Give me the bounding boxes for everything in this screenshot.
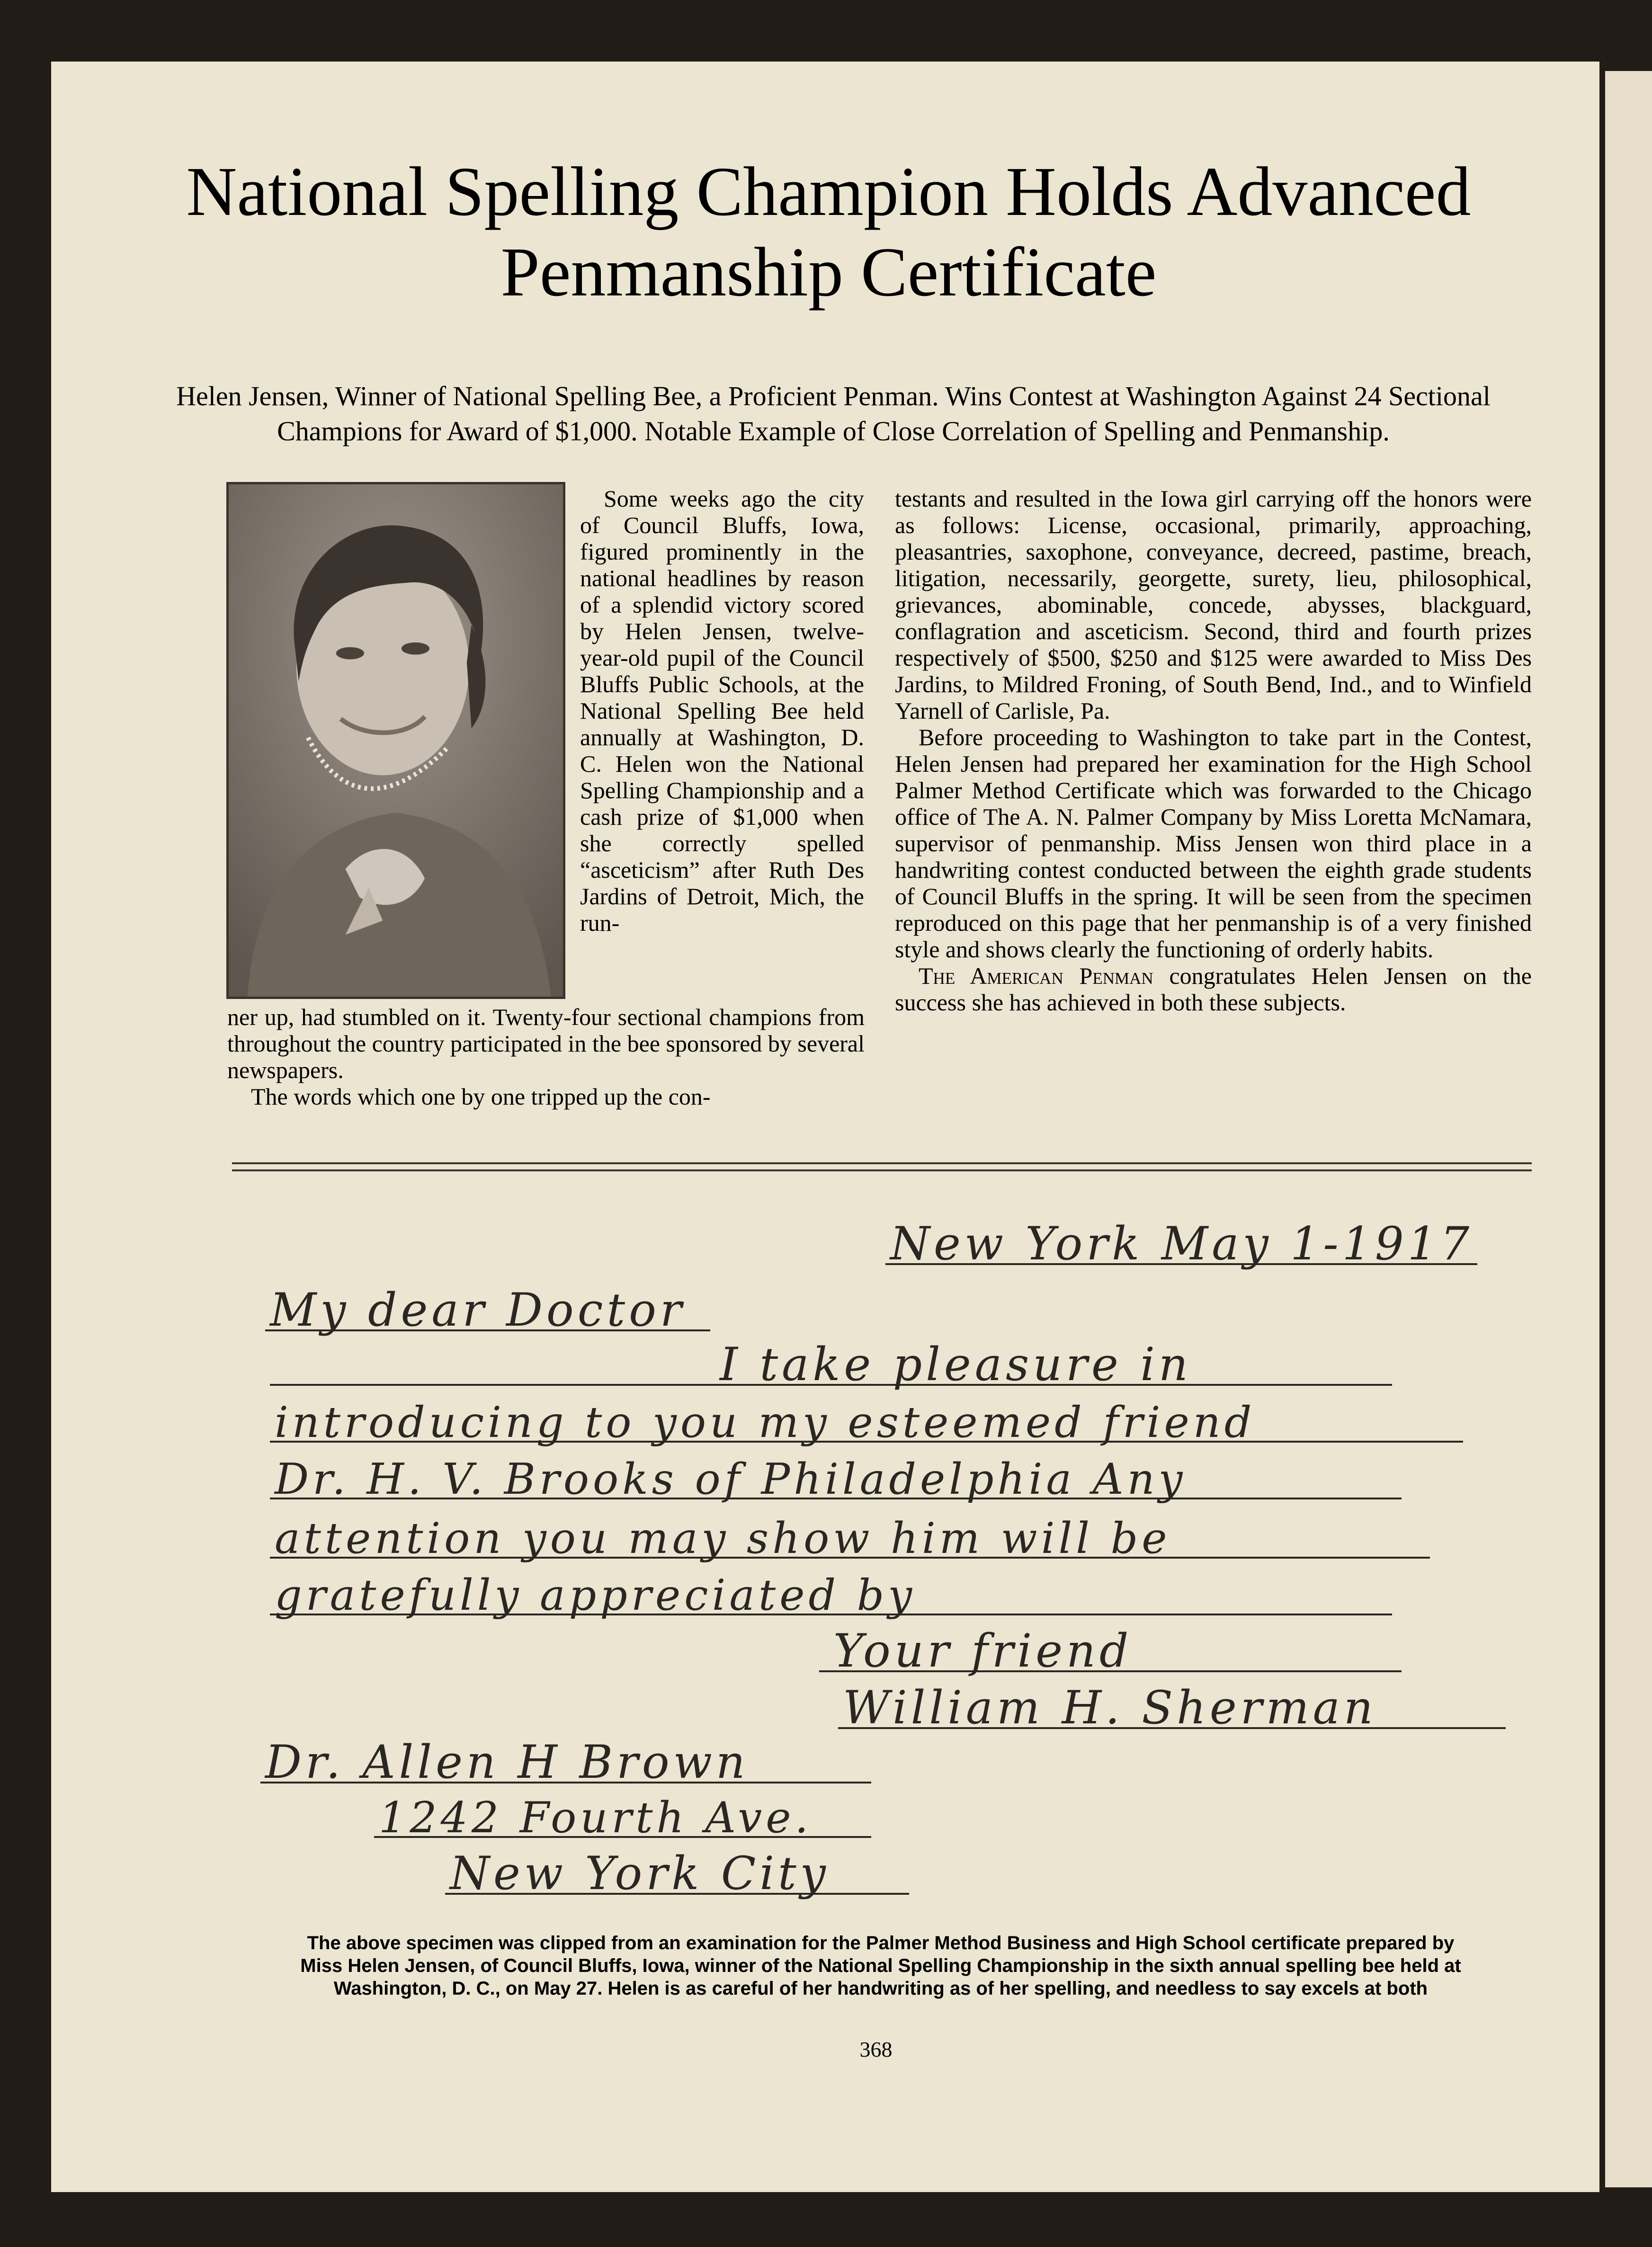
- portrait-photo: [226, 482, 565, 999]
- specimen-line-city: New York City: [450, 1847, 830, 1900]
- article-paragraph-1-continued: ner up, had stumbled on it. Twenty-four sectional champions from throughout the country participated in the bee sponsored by several newspapers.: [227, 1004, 865, 1083]
- facing-page-edge: [1605, 71, 1652, 2187]
- specimen-line-6: attention you may show him will be: [275, 1514, 1171, 1563]
- handwriting-specimen: [246, 1184, 1553, 1917]
- specimen-line-date: New York May 1-1917: [890, 1217, 1473, 1270]
- specimen-line-street: 1242 Fourth Ave.: [379, 1793, 813, 1843]
- specimen-line-signature: William H. Sherman: [843, 1681, 1377, 1734]
- specimen-line-3: I take pleasure in: [720, 1338, 1192, 1391]
- specimen-line-5: Dr. H. V. Brooks of Philadelphia Any: [275, 1454, 1187, 1504]
- divider-rule-bottom: [232, 1169, 1532, 1171]
- article-paragraph-1: Some weeks ago the city of Council Bluffs, Iowa, figured prominently in the national headlines by reason of a splendid victory scored by Helen Jensen, twelve-year-old pupil of the Council Bluffs Public Schools, at the National Spelling Bee held annually at Washington, D. C. Helen won the National Spelling Championship and a cash prize of $1,000 when she correctly spelled “asceticism” after Ruth Des Jardins of Detroit, Mich, the run-: [580, 485, 864, 936]
- article-paragraph-3: Before proceeding to Washington to take part in the Contest, Helen Jensen had prepared her examination for the High School Palmer Method Certificate which was forwarded to the Chicago office of The A. N. Palmer Company by Miss Loretta McNamara, supervisor of penmanship. Miss Jensen won third place in a handwriting contest conducted between the eighth grade students of Council Bluffs in the spring. It will be seen from the specimen reproduced on this page that her penmanship is of a very finished style and shows clearly the functioning of orderly habits.: [895, 724, 1532, 963]
- specimen-line-addressee: Dr. Allen H Brown: [265, 1736, 749, 1789]
- magazine-name: The American Penman: [919, 963, 1153, 989]
- specimen-line-salutation: My dear Doctor: [270, 1284, 686, 1337]
- article-paragraph-2-continued: testants and resulted in the Iowa girl carrying off the honors were as follows: License, occasional, primarily, approaching, pleasantries, saxophone, conveyance, decreed, pastime, breach, litigation, necessarily, georgette, surety, lieu, philosophical, grievances, abominable, concede, abysses, blackguard, conflagration and asceticism. Second, third and fourth prizes respectively of $500, $250 and $125 were awarded to Miss Des Jardins, to Mildred Froning, of South Bend, Ind., and to Winfield Yarnell of Carlisle, Pa.: [895, 485, 1532, 724]
- article-paragraph-4: [895, 963, 1532, 1016]
- page-number: 368: [859, 2037, 893, 2061]
- title-line-1: National Spelling Champion Holds Advanced: [186, 153, 1471, 231]
- portrait-illustration: [229, 484, 563, 997]
- title-line-2: Penmanship Certificate: [500, 233, 1157, 311]
- article-title: [95, 152, 1563, 312]
- article-column-middle: [580, 485, 864, 936]
- article-column-left-bottom: [227, 1004, 865, 1110]
- specimen-caption: The above specimen was clipped from an examination for the Palmer Method Business and High School certificate prepared by Miss Helen Jensen, of Council Bluffs, Iowa, winner of the National Spelling Championship in the sixth annual spelling bee held at Washington, D. C., on May 27. Helen is as careful of her handwriting as of her spelling, and needless to say excels at both: [300, 1933, 1461, 1999]
- article-column-right: [895, 485, 1532, 1016]
- article-paragraph-2: The words which one by one tripped up the con-: [251, 1083, 711, 1110]
- divider-rule-top: [232, 1162, 1532, 1164]
- article-paragraph-4-text: congratulates Helen Jensen on the success she has achieved in both these subjects.: [895, 963, 1532, 1016]
- specimen-svg: [246, 1184, 1553, 1917]
- specimen-line-7: gratefully appreciated by: [275, 1570, 916, 1620]
- specimen-line-closing: Your friend: [833, 1624, 1133, 1677]
- specimen-line-4: introducing to you my esteemed friend: [275, 1398, 1256, 1447]
- article-subtitle: Helen Jensen, Winner of National Spelling Bee, a Proficient Penman. Wins Contest at Washington Against 24 Sectional Champions for Award of $1,000. Notable Example of Close Correlation of Spelling and Penmanship.: [176, 381, 1491, 446]
